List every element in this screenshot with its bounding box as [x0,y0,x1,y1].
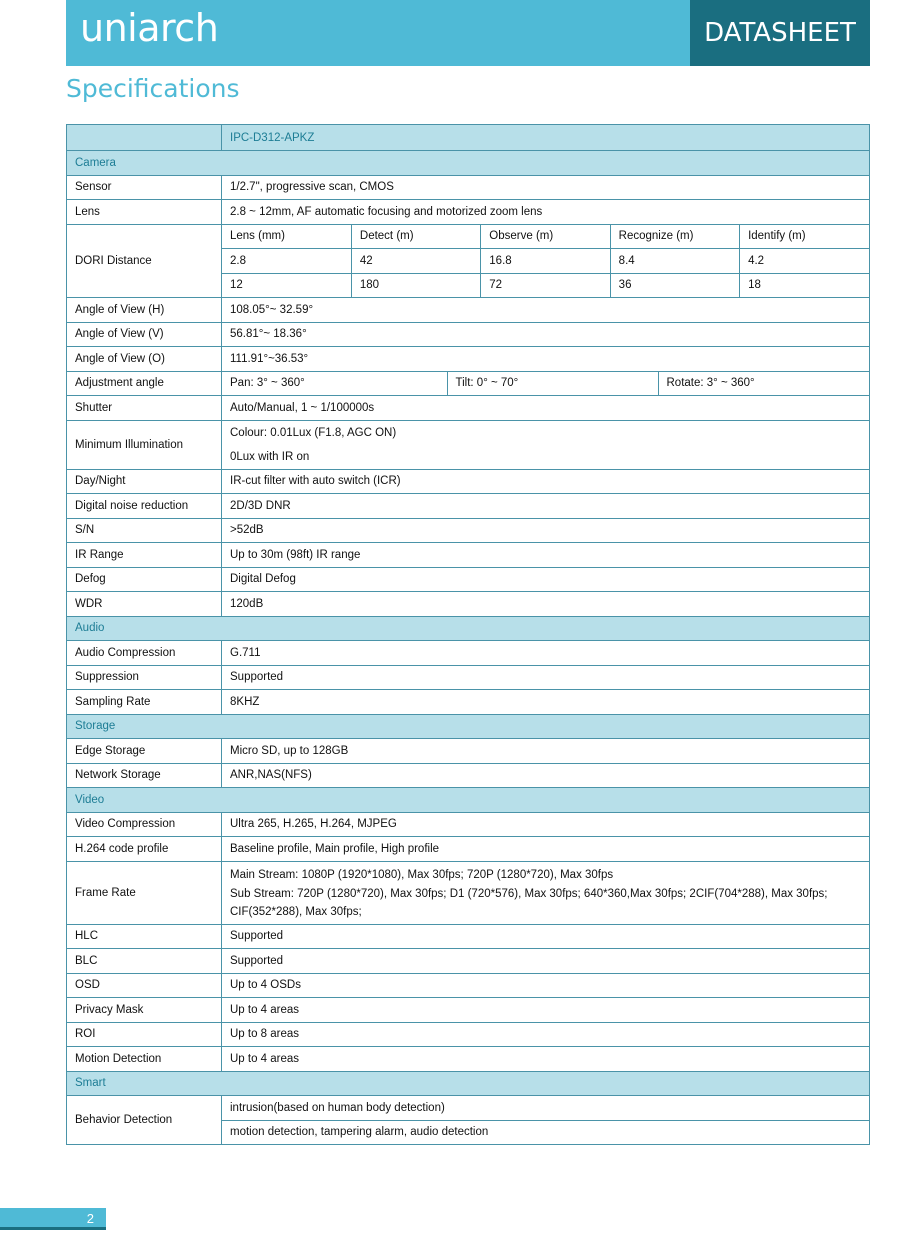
row-value: 1/2.7", progressive scan, CMOS [222,175,870,200]
row-label: OSD [67,973,222,998]
row-value: IR-cut filter with auto switch (ICR) [222,469,870,494]
value-line: Colour: 0.01Lux (F1.8, AGC ON) [230,426,397,439]
brand-logo: uniarch [80,6,219,50]
pan-value: Pan: 3° ~ 360° [230,377,305,390]
row-label: Angle of View (V) [67,322,222,347]
table-row [67,175,870,200]
table-row [67,322,870,347]
row-label: Frame Rate [67,861,222,924]
row-value: 108.05°~ 32.59° [222,298,870,323]
row-label: Privacy Mask [67,998,222,1023]
row-value [222,420,870,469]
row-label: Angle of View (O) [67,347,222,372]
row-label: Digital noise reduction [67,494,222,519]
row-value: 2D/3D DNR [222,494,870,519]
table-row [67,298,870,323]
row-value: Supported [222,924,870,949]
section-title: Smart [67,1071,870,1096]
row-value: Up to 4 OSDs [222,973,870,998]
row-value: Baseline profile, Main profile, High profile [222,837,870,862]
table-row [67,837,870,862]
dori-cell [222,224,870,298]
table-row [67,494,870,519]
table-row [67,812,870,837]
section-title: Video [67,788,870,813]
table-row [67,665,870,690]
value-line: 0Lux with IR on [230,450,310,463]
table-row [67,1047,870,1072]
table-row [67,567,870,592]
row-value [222,861,870,924]
spec-table [66,124,870,1145]
row-value: Auto/Manual, 1 ~ 1/100000s [222,396,870,421]
table-row [67,739,870,764]
dori-value: 180 [351,273,480,297]
footer-bar [0,1208,106,1230]
dori-header: Identify (m) [740,225,869,249]
row-label: Behavior Detection [67,1096,222,1145]
table-row [67,861,870,924]
row-label: ROI [67,1022,222,1047]
row-label: Shutter [67,396,222,421]
dori-value: 4.2 [740,249,869,274]
row-value: G.711 [222,641,870,666]
row-value: Supported [222,949,870,974]
row-label: DORI Distance [67,224,222,298]
table-row [67,641,870,666]
row-value: Supported [222,665,870,690]
row-label: Network Storage [67,763,222,788]
row-value: Ultra 265, H.265, H.264, MJPEG [222,812,870,837]
table-row [67,949,870,974]
row-value: 2.8 ~ 12mm, AF automatic focusing and motorized zoom lens [222,200,870,225]
row-value: Up to 4 areas [222,998,870,1023]
row-value: 120dB [222,592,870,617]
row-label: Angle of View (H) [67,298,222,323]
row-value: Up to 4 areas [222,1047,870,1072]
value-line: Main Stream: 1080P (1920*1080), Max 30fps; 720P (1280*720), Max 30fps [230,868,614,881]
dori-value: 36 [610,273,739,297]
dori-value: 72 [481,273,610,297]
table-row [67,347,870,372]
table-row [67,1096,870,1145]
adjustment-cell [222,371,870,396]
dori-value: 18 [740,273,869,297]
section-video [67,788,870,813]
dori-header: Lens (mm) [230,230,285,243]
section-title: Audio [67,616,870,641]
section-title: Camera [67,151,870,176]
table-row [67,518,870,543]
behavior-value: motion detection, tampering alarm, audio detection [222,1120,869,1144]
table-row [67,924,870,949]
rotate-value: Rotate: 3° ~ 360° [658,372,869,396]
table-row [67,998,870,1023]
table-row [67,592,870,617]
model-row [67,125,870,151]
value-line: Sub Stream: 720P (1280*720), Max 30fps; D1 (720*576), Max 30fps; 640*360,Max 30fps; 2CIF(704*288), Max 30fps; CIF(352*288), Max 30fps; [230,887,828,918]
dori-data-row [222,273,869,297]
adjustment-row [67,371,870,396]
row-value: Digital Defog [222,567,870,592]
dori-value: 8.4 [610,249,739,274]
row-label: IR Range [67,543,222,568]
row-label: Lens [67,200,222,225]
tilt-value: Tilt: 0° ~ 70° [447,372,658,396]
table-row [67,1022,870,1047]
dori-value: 12 [222,273,351,297]
behavior-cell [222,1096,870,1145]
row-label: Defog [67,567,222,592]
row-label: Day/Night [67,469,222,494]
table-row [67,543,870,568]
row-value: Up to 8 areas [222,1022,870,1047]
row-value: 56.81°~ 18.36° [222,322,870,347]
section-storage [67,714,870,739]
dori-value: 42 [351,249,480,274]
page-number: 2 [86,1211,94,1226]
row-label: Audio Compression [67,641,222,666]
row-value: Up to 30m (98ft) IR range [222,543,870,568]
row-label: HLC [67,924,222,949]
dori-header: Observe (m) [481,225,610,249]
row-value: Micro SD, up to 128GB [222,739,870,764]
row-value: 8KHZ [222,690,870,715]
row-value: ANR,NAS(NFS) [222,763,870,788]
dori-value: 16.8 [481,249,610,274]
dori-header-row [222,225,869,249]
section-title: Storage [67,714,870,739]
table-row [67,690,870,715]
adjustment-table [222,372,869,396]
section-camera [67,151,870,176]
table-row [67,763,870,788]
dori-header: Recognize (m) [610,225,739,249]
row-value: 111.91°~36.53° [222,347,870,372]
datasheet-badge: DATASHEET [690,0,870,66]
section-audio [67,616,870,641]
table-row [67,200,870,225]
table-row [67,420,870,469]
behavior-table [222,1096,869,1144]
page-title: Specifications [66,74,240,103]
row-label: H.264 code profile [67,837,222,862]
model-name: IPC-D312-APKZ [222,125,870,151]
table-row [67,973,870,998]
row-label: Sampling Rate [67,690,222,715]
section-smart [67,1071,870,1096]
dori-row [67,224,870,298]
table-row [67,396,870,421]
row-label: S/N [67,518,222,543]
table-row [67,469,870,494]
row-value: >52dB [222,518,870,543]
row-label: BLC [67,949,222,974]
dori-header: Detect (m) [351,225,480,249]
dori-table [222,225,869,298]
row-label: Edge Storage [67,739,222,764]
behavior-value: intrusion(based on human body detection) [230,1101,445,1114]
row-label: Adjustment angle [67,371,222,396]
row-label: WDR [67,592,222,617]
row-label: Minimum Illumination [67,420,222,469]
row-label: Sensor [67,175,222,200]
row-label: Video Compression [67,812,222,837]
model-label-cell [67,125,222,151]
dori-value: 2.8 [222,249,351,274]
dori-data-row [222,249,869,274]
row-label: Motion Detection [67,1047,222,1072]
row-label: Suppression [67,665,222,690]
